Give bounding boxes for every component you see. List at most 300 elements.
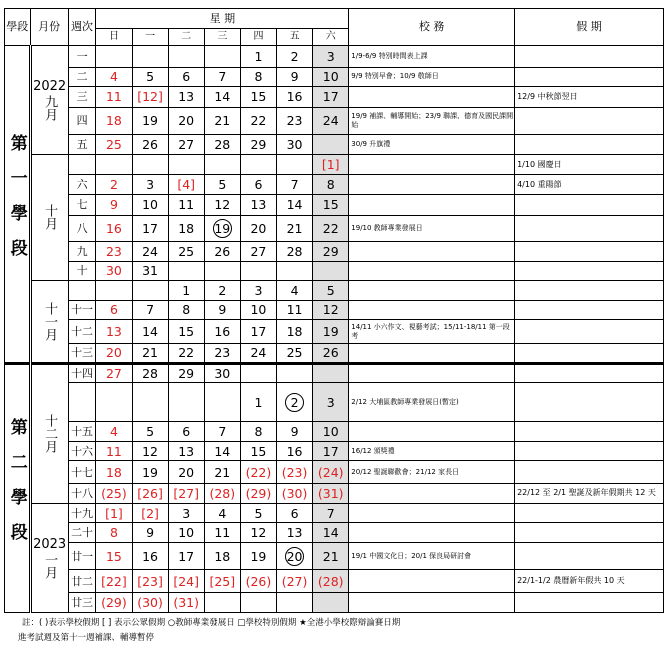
week-number: 廿二 [68,570,96,593]
month-text: 十月 [42,204,58,231]
day-number: 31 [142,263,159,279]
day-cell-fri [277,194,313,215]
day-cell-sat [313,461,349,484]
week-row [5,45,664,67]
day-cell-mon [132,320,168,344]
school-affairs-cell [349,175,515,195]
day-cell-wed [204,87,240,108]
day-number: (25) [101,485,127,501]
day-cell-thu [240,261,276,281]
day-number: 18 [214,548,231,564]
day-cell-tue [168,484,204,504]
day-cell-wed [204,422,240,442]
day-number: 16 [105,220,122,236]
holiday-cell [515,45,664,67]
day-cell-thu [240,45,276,67]
school-affairs-cell [349,422,515,442]
day-cell-fri [277,175,313,195]
day-number: 1 [182,282,191,298]
day-cell-tue [168,461,204,484]
day-cell-fri [277,344,313,364]
week-row [5,261,664,281]
day-number: 29 [250,137,267,153]
day-cell-wed [204,593,240,613]
holiday-cell [515,194,664,215]
day-number: 8 [182,302,191,318]
day-number: 16 [286,89,303,105]
day-number: 9 [290,424,299,439]
day-cell-fri [277,242,313,262]
day-number: 7 [218,69,227,85]
week-number: 廿三 [68,593,96,613]
month-label [30,363,68,503]
day-number: 2 [290,48,299,64]
day-number: 7 [326,505,335,521]
day-number: 1 [254,394,263,410]
day-number: 18 [178,220,195,236]
day-number: 5 [326,282,335,298]
day-cell-mon [132,194,168,215]
school-affairs-cell [349,154,515,175]
day-cell-fri [277,441,313,461]
day-number: 23 [105,243,122,259]
day-cell-mon [132,570,168,593]
day-cell-sat [313,107,349,135]
day-cell-mon [132,344,168,364]
holiday-cell [515,300,664,320]
day-cell-thu [240,383,276,422]
day-cell-thu [240,194,276,215]
day-cell-wed [204,523,240,543]
day-cell-sun [96,261,132,281]
day-cell-sat [313,154,349,175]
day-cell-wed [204,67,240,87]
day-number: (31) [173,595,200,611]
school-affairs-cell [349,242,515,262]
day-cell-thu [240,441,276,461]
day-number: 12 [214,197,231,213]
holiday-cell [515,215,664,241]
day-number: 15 [250,443,267,459]
day-number: 29 [322,243,339,259]
day-number: 9 [290,69,299,85]
header-day-fri: 五 [277,28,313,45]
day-number: 2 [285,393,304,412]
week-number: 廿一 [68,542,96,570]
day-number: (28) [317,573,344,589]
day-number: 25 [105,137,122,153]
day-cell-wed [204,135,240,155]
school-affairs-cell: 19/1 中國文化日；20/1 保良局研討會 [349,542,515,570]
day-cell-thu [240,523,276,543]
day-number: 11 [214,525,231,541]
week-row [5,344,664,364]
day-cell-thu [240,175,276,195]
day-cell-wed [204,570,240,593]
day-cell-wed [204,300,240,320]
day-number: 2 [218,282,227,298]
day-cell-sun [96,422,132,442]
day-number: 23 [286,113,303,129]
week-number: 十九 [68,503,96,523]
day-cell-mon [132,45,168,67]
school-affairs-cell: 14/11 小六作文、視藝考試；15/11-18/11 第一段考 [349,320,515,344]
day-cell-sun [96,175,132,195]
legend-line-1: 註：( )表示學校假期 [ ] 表示公眾假期 ○教師專業發展日 □學校特別假期 ★全港小學校際辯論賽日期 [22,618,401,628]
day-cell-fri [277,107,313,135]
day-cell-sun [96,281,132,301]
day-number: 17 [142,220,159,236]
day-number: 5 [218,177,227,193]
day-number: 3 [326,394,335,410]
day-cell-tue [168,542,204,570]
day-cell-mon [132,503,168,523]
day-number: 8 [109,525,118,541]
day-cell-sat [313,175,349,195]
day-number: 12 [250,525,267,541]
day-cell-sun [96,154,132,175]
day-number: 25 [286,345,303,361]
day-number: 4 [109,424,118,439]
day-number: 30 [105,263,122,279]
day-number: (24) [317,464,344,480]
day-number: [26] [137,485,163,501]
day-cell-mon [132,87,168,108]
day-cell-mon [132,281,168,301]
day-number: 11 [105,443,122,459]
holiday-cell [515,242,664,262]
day-cell-thu [240,281,276,301]
day-number: [27] [173,485,200,501]
header-holiday: 假 期 [515,9,664,46]
day-number: (23) [281,464,308,480]
day-cell-sun [96,344,132,364]
day-cell-wed [204,441,240,461]
day-cell-sun [96,593,132,613]
holiday-cell [515,67,664,87]
day-cell-tue [168,215,204,241]
month-label [30,281,68,364]
school-affairs-cell: 1/9-6/9 特別時間表上課 [349,45,515,67]
day-cell-wed [204,194,240,215]
day-number: 13 [286,525,303,541]
day-cell-thu [240,593,276,613]
day-cell-sun [96,363,132,383]
day-number: 30 [214,365,231,381]
day-cell-fri [277,593,313,613]
day-cell-fri [277,261,313,281]
header-weekday: 星 期 [96,9,349,29]
week-number: 一 [68,45,96,67]
header-day-sat: 六 [313,28,349,45]
school-affairs-cell: 19/9 補課、輔導開始；23/9 聯課、德育及國民課開始 [349,107,515,135]
school-affairs-cell [349,593,515,613]
day-cell-thu [240,461,276,484]
school-affairs-cell [349,261,515,281]
week-number: 六 [68,175,96,195]
day-number: 26 [142,137,159,153]
day-number: 14 [214,89,231,105]
day-cell-tue [168,422,204,442]
school-affairs-cell: 9/9 特別早會；10/9 敬師日 [349,67,515,87]
day-number: 20 [286,548,303,564]
week-number: 十七 [68,461,96,484]
day-cell-wed [204,461,240,484]
day-number: [1] [105,505,123,521]
day-cell-tue [168,135,204,155]
day-number: [2] [141,505,159,521]
day-cell-tue [168,45,204,67]
day-number: 15 [322,197,339,213]
day-cell-tue [168,87,204,108]
week-row [5,215,664,241]
day-number: 9 [146,525,155,541]
day-number: 5 [146,424,155,439]
school-affairs-cell: 20/12 聖誕聯歡會；21/12 家長日 [349,461,515,484]
day-number: (27) [281,573,308,589]
day-cell-fri [277,484,313,504]
day-number: 11 [178,197,195,213]
day-number: 3 [326,48,335,64]
day-number: 17 [322,89,339,105]
day-number: [22] [101,573,127,589]
holiday-cell: 1/10 國慶日 [515,154,664,175]
day-number: 24 [142,243,159,259]
header-day-wed: 三 [204,28,240,45]
holiday-cell: 4/10 重陽節 [515,175,664,195]
day-cell-wed [204,344,240,364]
day-cell-tue [168,344,204,364]
day-cell-thu [240,503,276,523]
day-number: 8 [254,424,263,439]
day-number: 12 [142,443,159,459]
day-cell-mon [132,383,168,422]
day-cell-wed [204,45,240,67]
day-number: 19 [250,548,267,564]
day-cell-fri [277,570,313,593]
school-calendar-table [4,8,664,613]
week-row [5,523,664,543]
school-affairs-cell [349,194,515,215]
day-cell-sun [96,320,132,344]
day-cell-thu [240,135,276,155]
day-cell-mon [132,300,168,320]
month-text: 九月 [42,95,58,122]
day-number: 18 [105,464,122,480]
day-number: 20 [178,464,195,480]
day-number: 3 [182,505,191,521]
day-cell-sun [96,107,132,135]
day-number: 19 [322,324,339,340]
day-cell-wed [204,154,240,175]
semester-label: 第一學段 [5,45,31,363]
week-number: 十八 [68,484,96,504]
day-number: 11 [105,89,122,105]
day-cell-sat [313,570,349,593]
week-row [5,363,664,383]
day-number: 24 [322,113,339,129]
week-row [5,67,664,87]
school-affairs-cell [349,300,515,320]
day-number: 28 [214,137,231,153]
day-cell-mon [132,175,168,195]
week-number: 十五 [68,422,96,442]
week-row [5,154,664,175]
day-number: [24] [173,573,200,589]
day-cell-thu [240,422,276,442]
school-affairs-cell [349,570,515,593]
week-row [5,175,664,195]
day-cell-fri [277,363,313,383]
day-cell-sun [96,242,132,262]
day-number: 16 [142,548,159,564]
week-number: 八 [68,215,96,241]
day-cell-tue [168,570,204,593]
day-cell-tue [168,281,204,301]
day-cell-tue [168,67,204,87]
month-label [30,45,68,154]
school-affairs-cell: 2/12 大埔區教師專業發展日(暫定) [349,383,515,422]
day-number: 13 [178,89,195,105]
day-cell-wed [204,363,240,383]
day-number: 22 [178,345,195,361]
day-number: 21 [286,220,303,236]
day-cell-fri [277,542,313,570]
holiday-cell [515,593,664,613]
day-number: 19 [214,220,231,236]
day-cell-mon [132,215,168,241]
day-cell-tue [168,523,204,543]
day-cell-wed [204,542,240,570]
day-cell-sun [96,570,132,593]
day-cell-sun [96,135,132,155]
day-cell-mon [132,461,168,484]
day-number: 10 [322,69,339,85]
day-cell-sat [313,135,349,155]
day-number: 7 [146,302,155,318]
day-cell-sat [313,344,349,364]
day-cell-fri [277,320,313,344]
day-number: 22 [250,113,267,129]
day-number: 16 [214,324,231,340]
week-number: 二十 [68,523,96,543]
header-day-mon: 一 [132,28,168,45]
day-cell-fri [277,281,313,301]
day-number: 7 [290,177,299,193]
day-cell-sat [313,542,349,570]
day-cell-sun [96,194,132,215]
day-cell-sat [313,67,349,87]
day-cell-mon [132,484,168,504]
day-cell-tue [168,441,204,461]
day-cell-thu [240,67,276,87]
week-row [5,484,664,504]
day-number: (26) [245,573,272,589]
day-number: 27 [105,365,122,381]
day-cell-mon [132,593,168,613]
day-number: 25 [178,243,195,259]
day-cell-sat [313,523,349,543]
day-number: [4] [177,177,196,193]
day-cell-fri [277,523,313,543]
day-cell-mon [132,441,168,461]
day-number: 6 [109,302,118,318]
week-row [5,593,664,613]
day-cell-wed [204,281,240,301]
week-number: 七 [68,194,96,215]
week-row [5,441,664,461]
day-cell-wed [204,383,240,422]
day-number: 13 [105,324,122,340]
day-cell-sun [96,300,132,320]
day-number: 18 [105,113,122,129]
school-affairs-cell: 19/10 教師專業發展日 [349,215,515,241]
day-number: 6 [182,69,191,85]
day-cell-fri [277,45,313,67]
semester-label: 第二學段 [5,363,31,612]
week-row [5,542,664,570]
holiday-cell [515,461,664,484]
day-number: 15 [105,548,122,564]
holiday-cell [515,261,664,281]
holiday-cell [515,441,664,461]
day-cell-thu [240,542,276,570]
day-cell-tue [168,383,204,422]
day-cell-thu [240,344,276,364]
day-cell-fri [277,503,313,523]
day-cell-tue [168,175,204,195]
week-row [5,135,664,155]
day-cell-thu [240,215,276,241]
day-number: 4 [290,282,299,298]
day-number: 16 [286,443,303,459]
day-number: [25] [209,573,236,589]
day-cell-sun [96,441,132,461]
day-number: 28 [142,365,159,381]
week-row [5,320,664,344]
day-number: 10 [142,197,159,213]
day-number: 9 [109,197,118,213]
day-cell-tue [168,593,204,613]
day-cell-thu [240,300,276,320]
holiday-cell [515,422,664,442]
day-cell-sat [313,441,349,461]
day-cell-tue [168,503,204,523]
day-number: 1 [254,48,263,64]
day-number: 14 [142,324,159,340]
holiday-cell [515,344,664,364]
day-number: 21 [322,548,339,564]
day-cell-sat [313,45,349,67]
week-number: 十二 [68,320,96,344]
day-cell-thu [240,570,276,593]
day-number: 6 [290,505,299,521]
week-number: 十六 [68,441,96,461]
school-affairs-cell [349,344,515,364]
week-number: 十 [68,261,96,281]
school-affairs-cell [349,484,515,504]
day-cell-tue [168,154,204,175]
day-cell-sun [96,67,132,87]
day-cell-mon [132,542,168,570]
day-number: 15 [250,89,267,105]
day-number: 26 [214,243,231,259]
day-number: [23] [137,573,163,589]
header-day-sun: 日 [96,28,132,45]
day-number: 2 [109,177,118,193]
day-cell-mon [132,242,168,262]
school-affairs-cell: 30/9 升旗禮 [349,135,515,155]
